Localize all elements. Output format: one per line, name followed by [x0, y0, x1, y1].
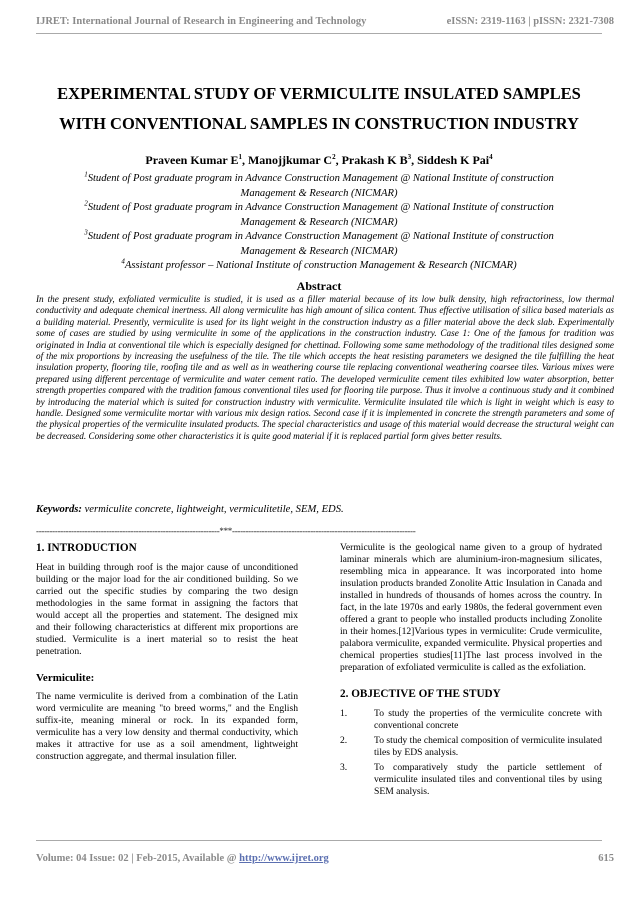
journal-link[interactable]: http://www.ijret.org — [239, 853, 329, 864]
affiliation: $^3$Student of Post graduate program in Advance Construction Management @ National Institute of construction Management & Research (NICMAR) — [84, 228, 554, 257]
running-header — [36, 16, 614, 27]
right-column — [340, 542, 602, 801]
keywords — [36, 504, 614, 515]
paper-title — [20, 79, 618, 139]
author: Manojjkumar $C^2$, — [247, 153, 342, 167]
running-footer — [36, 853, 614, 864]
header-rule — [36, 33, 602, 34]
author: Praveen Kumar $E^1$, — [145, 153, 248, 167]
author: Siddesh K Pai$^4$ — [417, 153, 493, 167]
abstract-text: In the present study, exfoliated vermiculite is studied, it is used as a filler material because of its low bulk density, high refractoriness, low thermal conductivity and adequate chemical inertness. All along vermiculite has high amount of silica content. Thus effective utilisation of silica based materials as a building material. Presently, vermiculite is used for its light weight in the construction industry as a filler material above the deck slab. Experimentally some of cases are studied by using vermiculite in some of the applications in the construction industry. Case 1: One of the famous for tradition was originated in India at conventional tile which is especially designed for chettinad. Following some same methodology of the traditional tiles designed some of the mix proportions by increasing the usefulness of the tile. The tile which accepts the heat resisting parameters we designed the tile fulfilling the heat insulation property, flooring tile, roofing tile and as well as in weathering course tile replacing conventional weathering coarsee tiles. Various mixes were prepared using different percentage of vermiculite and water cement ratio. The developed vermiculite cement tiles exhibited low water absorption, better strength properties compared with the tradition famous conventional tiles used for flooring tile purpose. Thus it involve a continuous study and it combined by introducing the material which is suited for construction industry with vermiculite. Vermiculite insulated tile which is light in weight which is easy to handle. Designed some vermiculite mortar with various mix design ratios. Second case if it is implemented in concrete the strength parameters and some of the physical properties of the vermiculite insulated products. The special characteristics and usage of this material would decrease the structural weight can be decreased. Considering some other characteristics it is quite good material if it is replaced partial form gives better results. — [36, 294, 614, 441]
vermiculite-heading: Vermiculite: — [36, 672, 95, 684]
affiliation: $^1$Student of Post graduate program in Advance Construction Management @ National Institute of construction Management & Research (NICMAR) — [84, 170, 554, 199]
journal-name: IJRET: International Journal of Research in Engineering and Technology — [36, 16, 367, 27]
left-column — [36, 542, 298, 763]
section-separator: --------------------------------------------------------------------***-------------------------------------------------------------------- — [36, 526, 416, 536]
affiliation: $^2$Student of Post graduate program in Advance Construction Management @ National Institute of construction Management & Research (NICMAR) — [84, 199, 554, 228]
author-list — [20, 153, 618, 168]
objective-list — [340, 708, 602, 798]
vermiculite-description-paragraph: Vermiculite is the geological name given to a group of hydrated laminar minerals which are aluminium-iron-magnesium silicates, resembling mica in appearance. It was incorporated into home insulation products branded Zonolite Attic Insulation in Canada and installed in hundreds of thousands of homes across the country. In fact, in the late 1970s and early 1980s, the federal government even offered a grant to people who installed products including Zonolite in their homes.[12]Various types in vermiculite: Crude vermiculite, palabora vermiculite, expanded vermiculite. Physical properties and chemical properties studies[11]The last process involved in the preparation of exfoliated vermiculite is called as the exfoliation. — [340, 542, 602, 673]
affiliation: $^4$Assistant professor – National Institute of construction Management & Research (NICMAR) — [121, 257, 517, 271]
keywords-text: vermiculite concrete, lightweight, vermiculitetile, SEM, EDS. — [84, 504, 344, 515]
list-item: 1. To study the properties of the vermiculite concrete with conventional concrete — [340, 708, 602, 731]
list-item: 2. To study the chemical composition of vermiculite insulated tiles by EDS analysis. — [340, 735, 602, 758]
objective-heading: 2. OBJECTIVE OF THE STUDY — [340, 688, 501, 700]
abstract-heading: Abstract — [296, 279, 342, 293]
author: Prakash K $B^3$, — [341, 153, 418, 167]
title-line-1: EXPERIMENTAL STUDY OF VERMICULITE INSULATED SAMPLES — [57, 84, 581, 103]
issn: eISSN: 2319-1163 | pISSN: 2321-7308 — [446, 16, 614, 27]
title-line-2: WITH CONVENTIONAL SAMPLES IN CONSTRUCTION INDUSTRY — [59, 114, 579, 133]
affiliations — [40, 172, 598, 274]
intro-paragraph: Heat in building through roof is the major cause of unconditioned building or the major load for the air conditioned building. So we carried out the specific studies by comparing the two design methodologies in the same format in assigning the factors that would accept all the properties and statement. The designed mix and their following characteristics at different mix proportions are studied. Vermiculite is a inert material so to resist the heat penetration. — [36, 562, 298, 657]
intro-heading: 1. INTRODUCTION — [36, 542, 137, 554]
page-number: 615 — [598, 853, 614, 864]
vermiculite-paragraph: The name vermiculite is derived from a combination of the Latin word vermiculite are meaning "to breed worms," and the English suffix-ite, meaning mineral or rock. In its expanded form, vermiculite has a very low density and thermal conductivity, which makes it attractive for use as a soil amendment, lightweight construction aggregate, and thermal insulation filler. — [36, 691, 298, 762]
keywords-label: Keywords: — [36, 504, 82, 515]
footer-volume: Volume: 04 Issue: 02 | Feb-2015, Available @ http://www.ijret.org — [36, 853, 329, 864]
footer-rule — [36, 840, 602, 841]
list-item: 3. To comparatively study the particle settlement of vermiculite insulated tiles and conventional tiles by using SEM analysis. — [340, 762, 602, 797]
